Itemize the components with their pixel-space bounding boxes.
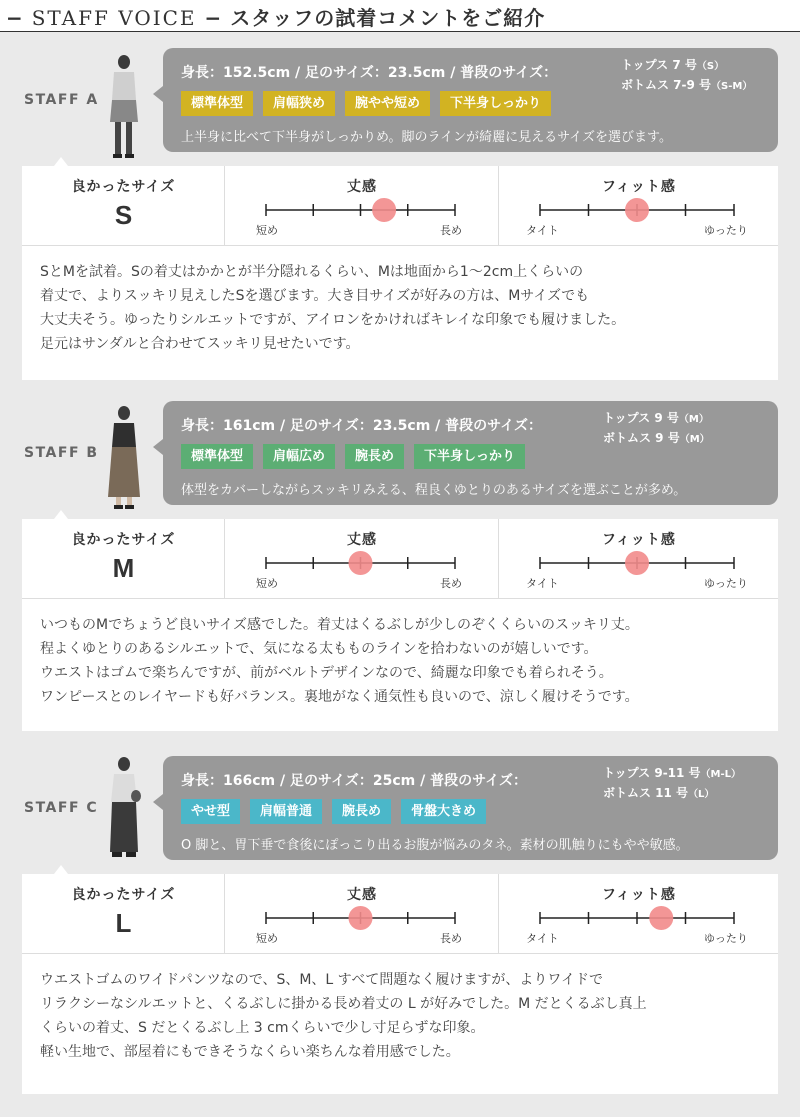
- staff-voice-panel: [0, 32, 800, 1117]
- review-line: 足元はサンダルと合わせてスッキリ見せたいです。: [40, 336, 360, 352]
- body-type-tags: [181, 799, 486, 824]
- staff-label: STAFF A: [24, 92, 99, 108]
- fit-title: フィット感: [602, 179, 676, 195]
- good-size-cell: [22, 519, 225, 599]
- good-size-value: L: [115, 908, 132, 938]
- staff-label: STAFF C: [24, 800, 99, 816]
- fit-high-label: ゆったり: [704, 224, 748, 237]
- scale-marker: [349, 906, 373, 930]
- staff-info-box: [163, 756, 778, 860]
- length-low-label: 短め: [256, 224, 278, 237]
- fit-high-label: ゆったり: [704, 932, 748, 945]
- length-low-label: 短め: [256, 932, 278, 945]
- body-type-tag: 腕長め: [332, 799, 391, 824]
- rating-row: [22, 166, 778, 246]
- fit-high-label: ゆったり: [704, 577, 748, 590]
- staff-stats: 身長：161cm / 足のサイズ：23.5cm / 普段のサイズ：: [181, 418, 543, 434]
- fit-low-label: タイト: [526, 577, 559, 590]
- usual-tops-size: （M-L）: [700, 769, 742, 780]
- staff-comment: 体型をカバーしながらスッキリみえる、程良くゆとりのあるサイズを選ぶことが多め。: [181, 483, 687, 498]
- scale-marker: [625, 551, 649, 575]
- review-card: [22, 874, 778, 1094]
- card-pointer: [54, 157, 68, 166]
- staff-photo: [106, 401, 146, 511]
- review-line: ウエストゴムのワイドパンツなので、S、M、L すべて問題なく履けますが、よりワイドで: [40, 972, 603, 988]
- length-high-label: 長め: [440, 577, 462, 590]
- scale-marker: [349, 551, 373, 575]
- rating-row: [22, 519, 778, 599]
- fit-low-label: タイト: [526, 932, 559, 945]
- page-title-en: STAFF VOICE: [31, 6, 197, 30]
- length-scale: [226, 874, 499, 954]
- page-title: − STAFF VOICE − スタッフの試着コメントをご紹介: [6, 6, 546, 30]
- review-line: 着丈で、よりスッキリ見えしたSを選びます。大き目サイズが好みの方は、Mサイズでも: [40, 288, 590, 304]
- card-pointer: [54, 865, 68, 874]
- usual-bottoms: ボトムス 7-9 号: [621, 78, 712, 92]
- usual-bottoms: ボトムス 9 号: [603, 431, 680, 445]
- review-card: [22, 166, 778, 380]
- review-line: いつものMでちょうど良いサイズ感でした。着丈はくるぶしが少しのぞくくらいのスッキリ丈。: [40, 617, 639, 633]
- good-size-cell: [22, 874, 225, 954]
- usual-tops-size: （S）: [696, 61, 725, 72]
- review-line: ウエストはゴムで楽ちんですが、前がベルトデザインなので、綺麗な印象でも着られそう。: [40, 665, 613, 681]
- usual-bottoms-size: （S-M）: [711, 81, 753, 92]
- length-scale: [226, 519, 499, 599]
- body-type-tag: 標準体型: [181, 91, 253, 116]
- body-type-tag: 肩幅広め: [263, 444, 335, 469]
- body-type-tag: 下半身しっかり: [440, 91, 551, 116]
- length-title: 丈感: [347, 179, 377, 195]
- body-type-tag: 骨盤大きめ: [401, 799, 486, 824]
- review-line: 大丈夫そう。ゆったりシルエットですが、アイロンをかければキレイな印象でも履けました。: [40, 312, 626, 328]
- usual-sizes: [603, 409, 710, 449]
- card-pointer: [54, 510, 68, 519]
- good-size-cell: [22, 166, 225, 246]
- staff-info-box: [163, 401, 778, 505]
- staff-comment: 上半身に比べて下半身がしっかりめ。脚のラインが綺麗に見えるサイズを選びます。: [181, 130, 673, 145]
- fit-scale: [500, 519, 778, 599]
- usual-tops: トップス 7 号: [621, 58, 697, 72]
- body-type-tag: 腕やや短め: [345, 91, 430, 116]
- good-size-value: S: [114, 200, 133, 230]
- review-body: [22, 599, 778, 709]
- good-size-label: 良かったサイズ: [71, 179, 176, 195]
- review-line: 程よくゆとりのあるシルエットで、気になる太もものラインを拾わないのが嬉しいです。: [40, 641, 598, 657]
- length-scale: [226, 166, 499, 246]
- usual-tops: トップス 9 号: [603, 411, 679, 425]
- length-high-label: 長め: [440, 224, 462, 237]
- review-line: 軽い生地で、部屋着にもできそうなくらい楽ちんな着用感でした。: [40, 1044, 460, 1060]
- usual-tops-size: （M）: [678, 414, 709, 425]
- fit-scale: [500, 166, 778, 246]
- staff-photo: [106, 50, 146, 160]
- review-line: くらいの着丈、S だとくるぶし上 3 cmくらいで少し寸足らずな印象。: [40, 1020, 485, 1036]
- fit-title: フィット感: [602, 887, 676, 903]
- body-type-tag: 腕長め: [345, 444, 404, 469]
- staff-stats: 身長：152.5cm / 足のサイズ：23.5cm / 普段のサイズ：: [181, 65, 558, 81]
- review-body: [22, 246, 778, 356]
- body-type-tags: [181, 91, 551, 116]
- body-type-tag: 肩幅普通: [250, 799, 322, 824]
- usual-bottoms-size: （M）: [679, 434, 710, 445]
- review-body: [22, 954, 778, 1064]
- scale-marker: [372, 198, 396, 222]
- page-title-jp: スタッフの試着コメントをご紹介: [230, 6, 546, 30]
- good-size-label: 良かったサイズ: [71, 887, 176, 903]
- fit-scale: [500, 874, 778, 954]
- usual-sizes: [603, 764, 741, 804]
- scale-marker: [625, 198, 649, 222]
- usual-bottoms-size: （L）: [688, 789, 715, 800]
- staff-photo: [106, 752, 146, 862]
- body-type-tag: 標準体型: [181, 444, 253, 469]
- length-high-label: 長め: [440, 932, 462, 945]
- review-line: SとMを試着。Sの着丈はかかとが半分隠れるくらい、Mは地面から1〜2cm上くらいの: [40, 264, 584, 280]
- page-header: [0, 0, 800, 32]
- length-title: 丈感: [347, 887, 377, 903]
- body-type-tag: 下半身しっかり: [414, 444, 525, 469]
- usual-tops: トップス 9-11 号: [603, 766, 701, 780]
- body-type-tag: やせ型: [181, 799, 240, 824]
- fit-title: フィット感: [602, 532, 676, 548]
- review-card: [22, 519, 778, 731]
- length-title: 丈感: [347, 532, 377, 548]
- body-type-tags: [181, 444, 525, 469]
- staff-comment: O 脚と、胃下垂で食後にぽっこり出るお腹が悩みのタネ。素材の肌触りにもやや敏感。: [181, 838, 689, 853]
- body-type-tag: 肩幅狭め: [263, 91, 335, 116]
- good-size-label: 良かったサイズ: [71, 532, 176, 548]
- good-size-value: M: [112, 553, 135, 583]
- review-line: ワンピースとのレイヤードも好バランス。裏地がなく通気性も良いので、涼しく履けそうです。: [40, 689, 639, 705]
- staff-info-box: [163, 48, 778, 152]
- fit-low-label: タイト: [526, 224, 559, 237]
- rating-row: [22, 874, 778, 954]
- usual-sizes: [621, 56, 752, 96]
- review-line: リラクシーなシルエットと、くるぶしに掛かる長め着丈の L が好みでした。M だとくるぶし真上: [40, 996, 647, 1012]
- usual-bottoms: ボトムス 11 号: [603, 786, 689, 800]
- staff-label: STAFF B: [24, 445, 99, 461]
- scale-marker: [649, 906, 673, 930]
- staff-stats: 身長：166cm / 足のサイズ：25cm / 普段のサイズ：: [181, 773, 527, 789]
- length-low-label: 短め: [256, 577, 278, 590]
